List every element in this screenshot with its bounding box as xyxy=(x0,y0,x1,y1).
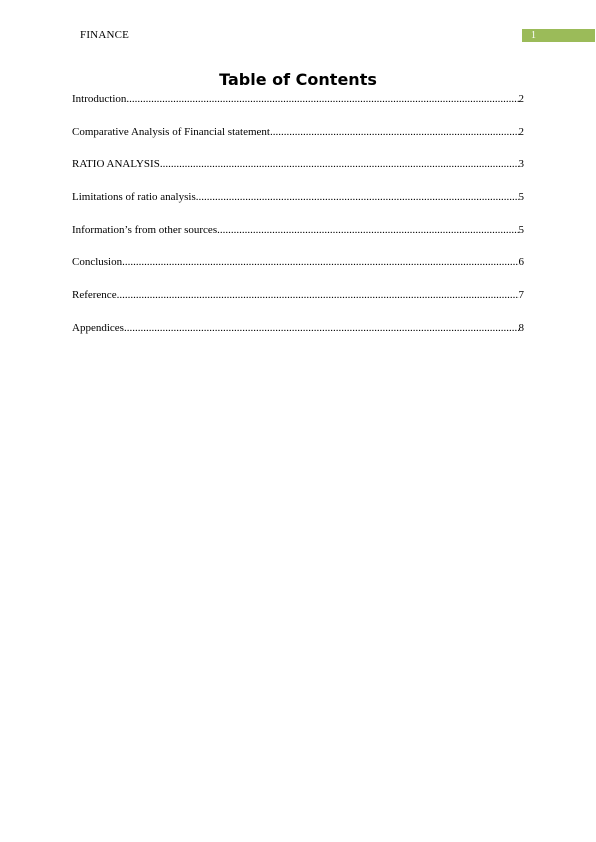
toc-entry-label: Comparative Analysis of Financial statement xyxy=(72,125,270,138)
toc-entry-label: Introduction xyxy=(72,93,127,105)
toc-entry-ratio-analysis[interactable] xyxy=(72,157,524,171)
toc-dot-leader xyxy=(196,190,519,204)
toc-dot-leader xyxy=(122,255,518,269)
toc-entry-reference[interactable] xyxy=(72,288,524,302)
toc-entry-page: 7 xyxy=(518,289,524,302)
page-number-badge: 1 xyxy=(522,29,595,42)
toc-entry-conclusion[interactable] xyxy=(72,255,524,269)
toc-dot-leader xyxy=(124,321,519,335)
toc-entry-page: 2 xyxy=(518,93,524,105)
toc-entry-page: 5 xyxy=(518,223,524,236)
toc-list xyxy=(72,92,524,354)
toc-entry-page: 3 xyxy=(518,158,524,171)
toc-entry-label: Limitations of ratio analysis xyxy=(72,191,196,204)
toc-dot-leader xyxy=(217,223,518,237)
toc-entry-page: 2 xyxy=(518,125,524,138)
toc-entry-label: Appendices xyxy=(72,321,124,334)
toc-entry-page: 5 xyxy=(518,191,524,204)
toc-entry-limitations[interactable] xyxy=(72,190,524,204)
toc-entry-comparative-analysis[interactable] xyxy=(72,125,524,139)
toc-entry-label: Reference xyxy=(72,289,117,302)
toc-entry-label: Conclusion xyxy=(72,256,123,269)
toc-dot-leader xyxy=(160,157,519,171)
toc-dot-leader xyxy=(126,92,518,106)
toc-entry-page: 8 xyxy=(518,321,524,334)
toc-entry-other-sources[interactable] xyxy=(72,223,524,237)
toc-entry-appendices[interactable] xyxy=(72,321,524,335)
toc-dot-leader xyxy=(270,125,519,139)
toc-title: Table of Contents xyxy=(219,70,377,89)
toc-entry-label: RATIO ANALYSIS xyxy=(72,158,160,171)
toc-dot-leader xyxy=(117,288,519,302)
toc-entry-label: Information’s from other sources xyxy=(72,223,218,236)
toc-entry-introduction[interactable] xyxy=(72,92,524,106)
header-title: FINANCE xyxy=(80,29,130,41)
toc-entry-page: 6 xyxy=(518,256,524,269)
